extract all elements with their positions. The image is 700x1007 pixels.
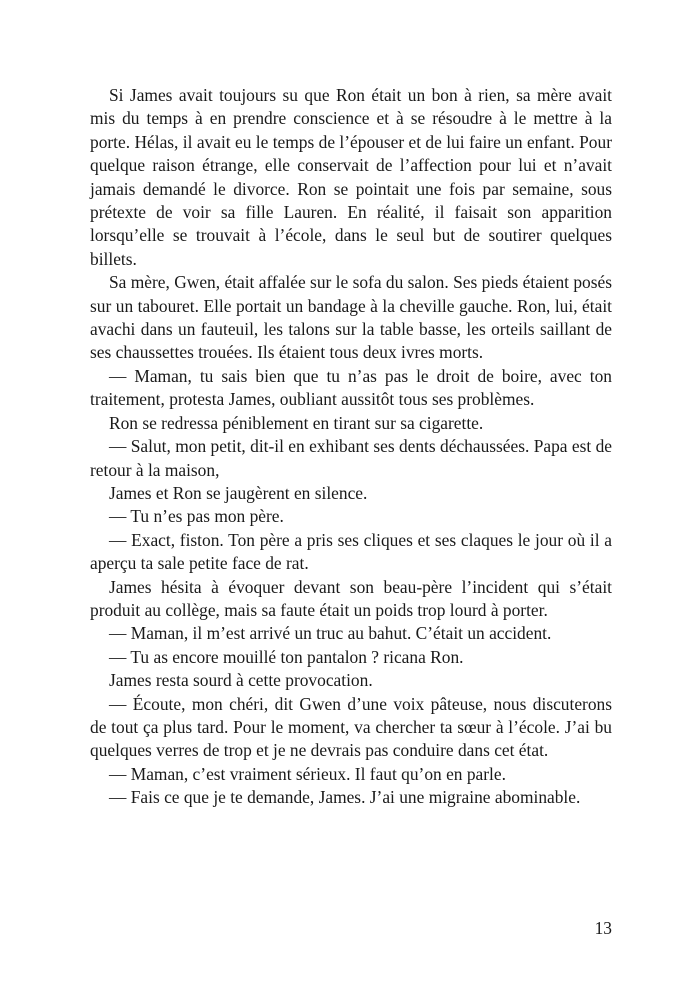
- paragraph: James resta sourd à cette provocation.: [109, 670, 373, 691]
- dialogue-line: — Maman, tu sais bien que tu n’as pas le droit de boire, avec ton traitement, protesta James, oubliant aussitôt tous ses problèmes.: [90, 365, 612, 410]
- paragraph: James hésita à évoquer devant son beau-père l’incident qui s’était produit au collège, mais sa faute était un poids trop lourd à porter.: [90, 576, 612, 620]
- paragraph: Sa mère, Gwen, était affalée sur le sofa du salon. Ses pieds étaient posés sur un tabouret. Elle portait un bandage à la cheville gauche. Ron, lui, était avachi dans un fauteuil, les talons sur la table basse, les orteils saillant de ses chaussettes trouées. Ils étaient tous deux ivres morts.: [90, 272, 612, 363]
- paragraph: Si James avait toujours su que Ron était un bon à rien, sa mère avait mis du temps à en prendre conscience et à se résoudre à le mettre à la porte. Hélas, il avait eu le temps de l’épouser et de lui faire un enfant. Pour quelque raison étrange, elle conservait de l’affection pour lui et n’avait jamais demandé le divorce. Ron se pointait une fois par semaine, sous prétexte de voir sa fille Lauren. En réalité, il faisait son apparition lorsqu’elle se trouvait à l’école, dans le seul but de soutirer quelques billets.: [90, 85, 612, 269]
- dialogue-line: — Tu n’es pas mon père.: [109, 506, 284, 527]
- dialogue-line: — Fais ce que je te demande, James. J’ai une migraine abominable.: [109, 787, 581, 808]
- dialogue-line: — Exact, fiston. Ton père a pris ses cliques et ses claques le jour où il a aperçu ta sale petite face de rat.: [90, 529, 612, 574]
- body-text: [90, 84, 612, 810]
- dialogue-line: — Maman, c’est vraiment sérieux. Il faut qu’on en parle.: [109, 763, 506, 784]
- dialogue-line: — Écoute, mon chéri, dit Gwen d’une voix pâteuse, nous discuterons de tout ça plus tard. Pour le moment, va chercher ta sœur à l’école. J’ai bu quelques verres de trop et je ne devrais pas conduire dans cet état.: [90, 693, 612, 761]
- paragraph: Ron se redressa péniblement en tirant sur sa cigarette.: [109, 412, 484, 433]
- dialogue-line: — Maman, il m’est arrivé un truc au bahut. C’était un accident.: [109, 623, 552, 644]
- paragraph: James et Ron se jaugèrent en silence.: [109, 482, 368, 503]
- dialogue-line: — Salut, mon petit, dit-il en exhibant ses dents déchaussées. Papa est de retour à la maison,: [90, 436, 612, 480]
- page-number: 13: [594, 918, 612, 938]
- dialogue-line: — Tu as encore mouillé ton pantalon ? ricana Ron.: [109, 646, 464, 667]
